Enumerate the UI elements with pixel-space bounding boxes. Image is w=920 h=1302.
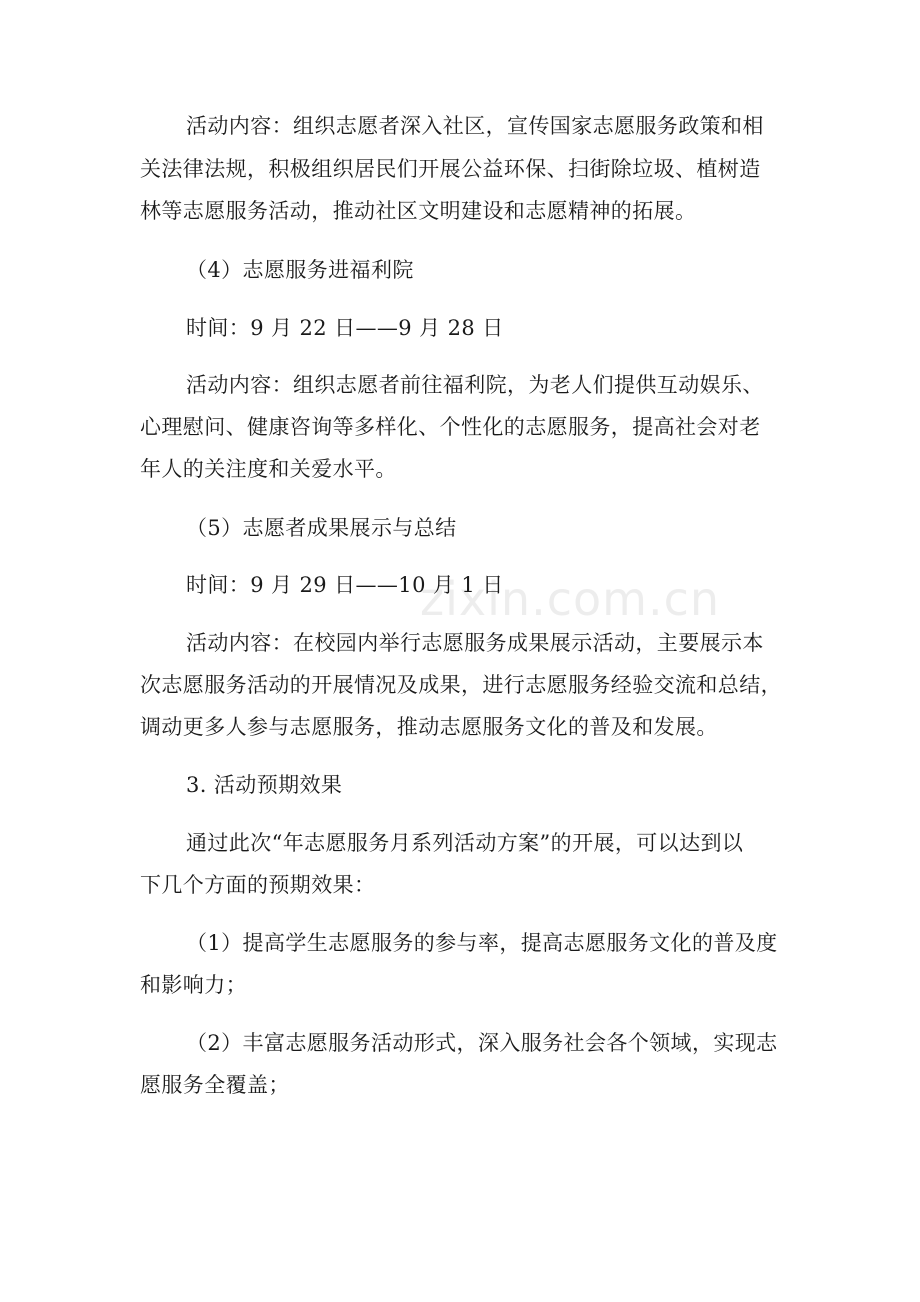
paragraph-line: 次志愿服务活动的开展情况及成果，进行志愿服务经验交流和总结， <box>140 673 782 697</box>
paragraph-line: 关法律法规，积极组织居民们开展公益环保、扫街除垃圾、植树造 <box>140 157 761 181</box>
paragraph-line: 活动内容：组织志愿者前往福利院，为老人们提供互动娱乐、 <box>186 373 764 397</box>
list-item: 和影响力； <box>140 973 247 997</box>
paragraph-line: 调动更多人参与志愿服务，推动志愿服务文化的普及和发展。 <box>140 715 718 739</box>
date-line: 时间：9 月 22 日——9 月 28 日 <box>186 316 504 340</box>
paragraph-line: 活动内容：在校园内举行志愿服务成果展示活动，主要展示本 <box>186 631 764 655</box>
list-item: （1）提高学生志愿服务的参与率，提高志愿服务文化的普及度 <box>186 931 778 955</box>
section-heading: （4）志愿服务进福利院 <box>186 258 414 282</box>
section-heading: （5）志愿者成果展示与总结 <box>186 516 457 540</box>
paragraph-line: 下几个方面的预期效果： <box>140 873 376 897</box>
list-item: （2）丰富志愿服务活动形式，深入服务社会各个领域，实现志 <box>186 1031 778 1055</box>
paragraph-line: 年人的关注度和关爱水平。 <box>140 457 397 481</box>
paragraph-line: 活动内容：组织志愿者深入社区，宣传国家志愿服务政策和相 <box>186 114 764 138</box>
paragraph-line: 林等志愿服务活动，推动社区文明建设和志愿精神的拓展。 <box>140 199 697 223</box>
list-item: 愿服务全覆盖； <box>140 1073 290 1097</box>
date-line: 时间：9 月 29 日——10 月 1 日 <box>186 573 504 597</box>
paragraph-line: 心理慰问、健康咨询等多样化、个性化的志愿服务，提高社会对老 <box>140 415 761 439</box>
watermark-text: zixin.com.cn <box>420 572 721 626</box>
paragraph-line: 通过此次“年志愿服务月系列活动方案”的开展，可以达到以 <box>186 831 744 855</box>
section-heading: 3. 活动预期效果 <box>186 773 343 797</box>
